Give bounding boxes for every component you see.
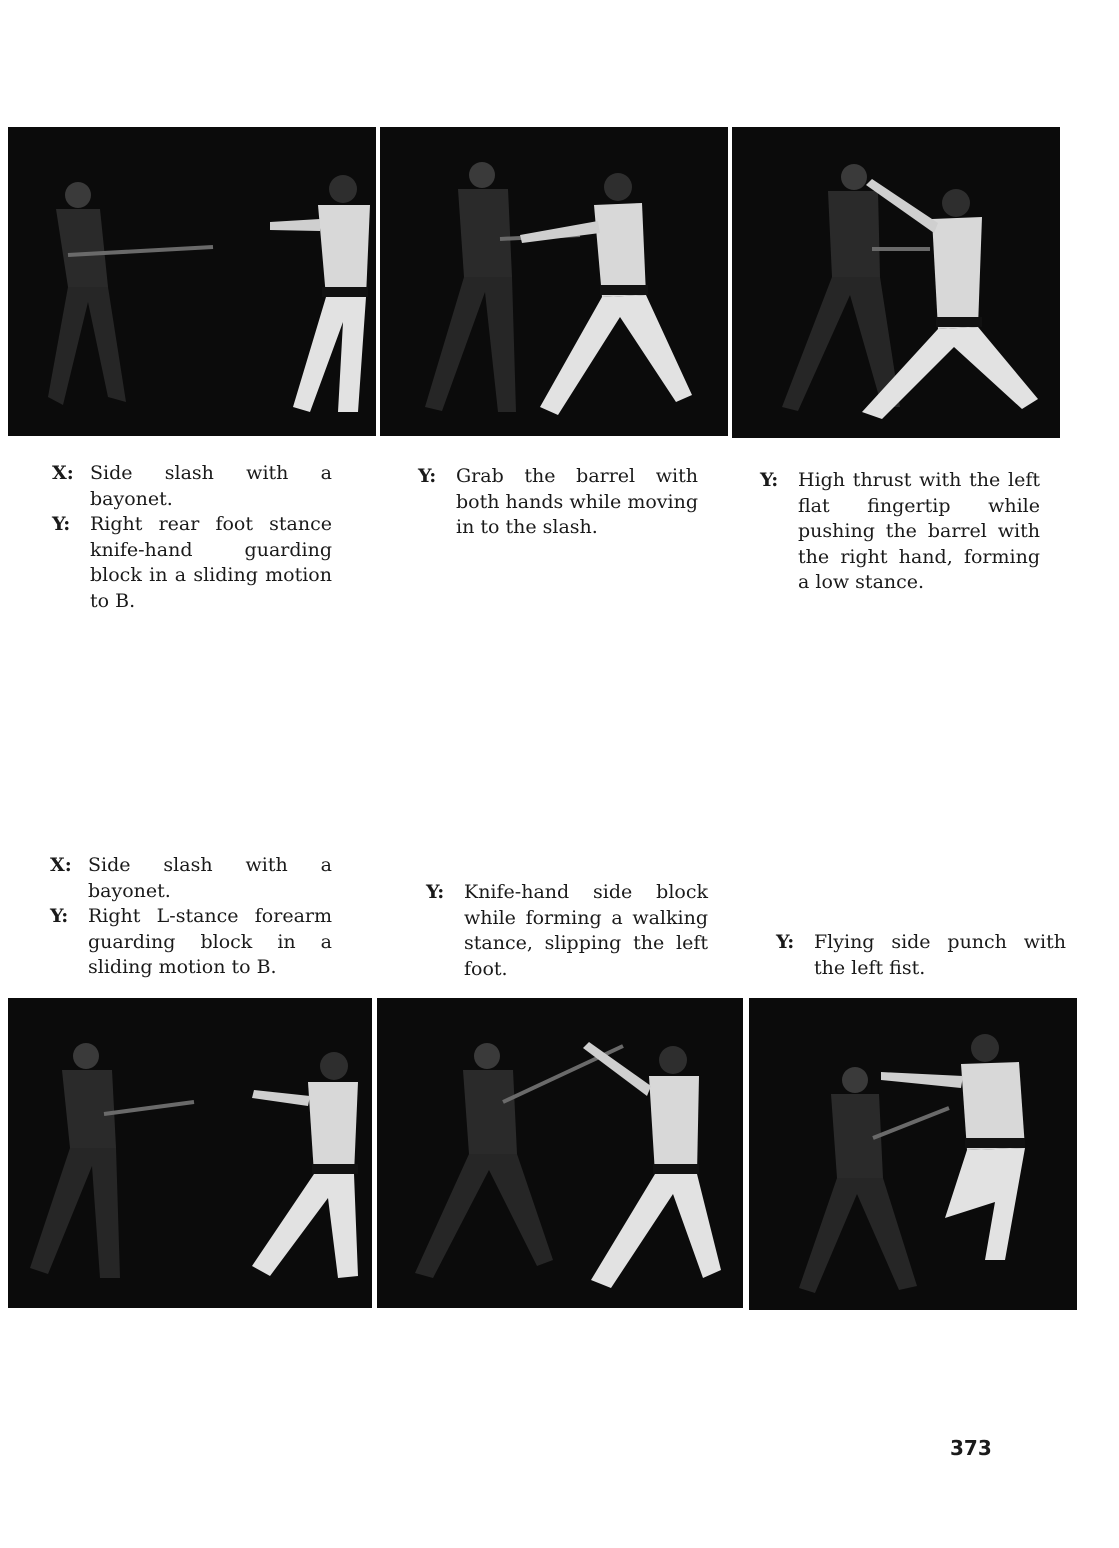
speaker-label: Y: [418, 465, 437, 487]
sparring-photo-icon [749, 998, 1077, 1310]
page-number: 373 [950, 1436, 992, 1460]
caption-bottom-2 [426, 880, 708, 982]
caption-text: Side slash with a bayonet. [88, 854, 332, 902]
caption-top-3 [760, 468, 1040, 596]
caption-text: High thrust with the left flat fingertip while pushing the barrel with the right hand, forming a low stance. [798, 469, 1040, 593]
caption-bottom-1 [50, 853, 332, 981]
photo-top-2 [380, 127, 728, 436]
sparring-photo-icon [380, 127, 728, 436]
photo-top-3 [732, 127, 1060, 438]
caption-line [52, 461, 332, 512]
caption-text: Grab the barrel with both hands while moving in to the slash. [456, 465, 698, 538]
caption-bottom-3 [776, 930, 1066, 981]
caption-text: Flying side punch with the left fist. [814, 931, 1066, 979]
caption-top-1 [52, 461, 332, 614]
photo-bottom-1 [8, 998, 372, 1308]
speaker-label: Y: [52, 513, 71, 535]
caption-text: Right L-stance forearm guarding block in a sliding motion to B. [88, 905, 332, 978]
photo-top-1 [8, 127, 376, 436]
caption-line [776, 930, 1066, 981]
caption-text: Right rear foot stance knife-hand guarding block in a sliding motion to B. [90, 513, 332, 612]
speaker-label: Y: [760, 469, 779, 491]
caption-text: Side slash with a bayonet. [90, 462, 332, 510]
photo-bottom-3 [749, 998, 1077, 1310]
caption-text: Knife-hand side block while forming a walking stance, slipping the left foot. [464, 881, 708, 980]
photo-bottom-2 [377, 998, 743, 1308]
sparring-photo-icon [377, 998, 743, 1308]
speaker-label: X: [50, 854, 72, 876]
caption-line [52, 512, 332, 614]
caption-line [50, 904, 332, 981]
speaker-label: Y: [50, 905, 69, 927]
caption-line [426, 880, 708, 982]
caption-top-2 [418, 464, 698, 541]
sparring-photo-icon [732, 127, 1060, 438]
sparring-photo-icon [8, 998, 372, 1308]
caption-line [418, 464, 698, 541]
caption-line [50, 853, 332, 904]
speaker-label: Y: [776, 931, 795, 953]
speaker-label: X: [52, 462, 74, 484]
sparring-photo-icon [8, 127, 376, 436]
speaker-label: Y: [426, 881, 445, 903]
caption-line [760, 468, 1040, 596]
